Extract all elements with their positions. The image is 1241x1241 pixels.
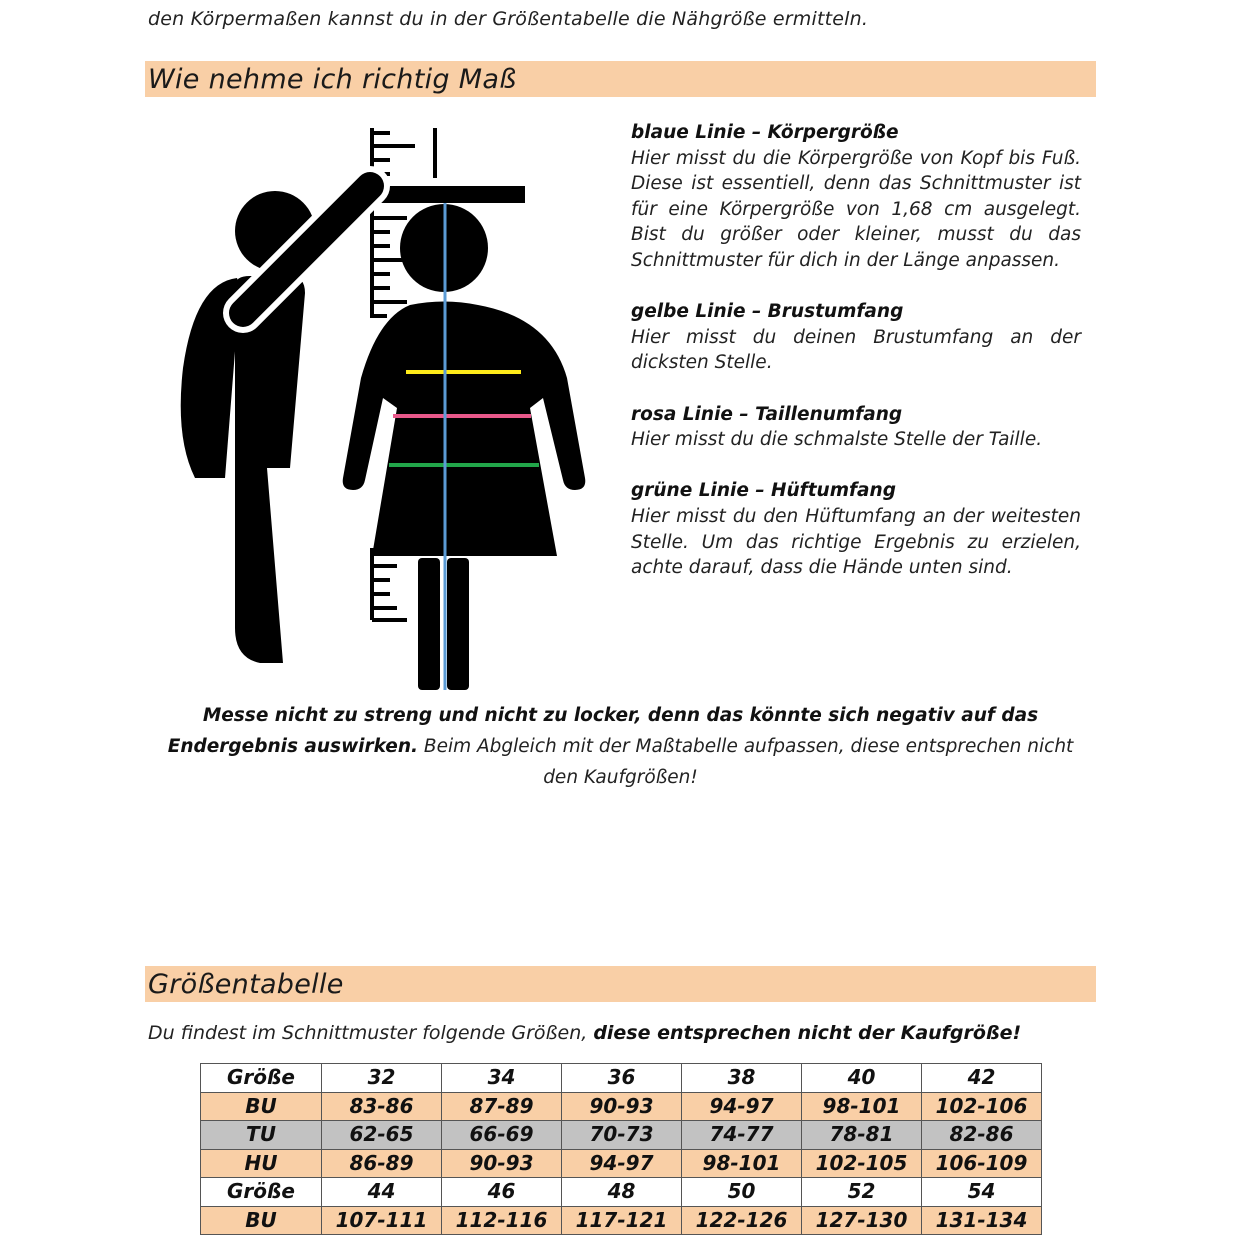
table-row [201, 1149, 1042, 1178]
table-cell: 83-86 [322, 1092, 442, 1121]
table-cell: 122-126 [682, 1206, 802, 1235]
table-cell: 46 [442, 1178, 562, 1207]
table-cell: 54 [922, 1178, 1042, 1207]
table-cell: 102-106 [922, 1092, 1042, 1121]
table-cell: 94-97 [562, 1149, 682, 1178]
measure-item-bust [631, 299, 1081, 376]
table-cell: 127-130 [802, 1206, 922, 1235]
table-cell: 90-93 [562, 1092, 682, 1121]
measuring-note-bold: Messe nicht zu streng und nicht zu locker, denn das könnte sich negativ auf das Endergebnis auswirken. [167, 705, 1039, 757]
table-row [201, 1178, 1042, 1207]
table-cell: 40 [802, 1064, 922, 1093]
table-row [201, 1206, 1042, 1235]
table-cell: 102-105 [802, 1149, 922, 1178]
table-cell: 50 [682, 1178, 802, 1207]
section-heading-measure: Wie nehme ich richtig Maß [145, 61, 1096, 97]
row-label: BU [201, 1206, 322, 1235]
table-cell: 38 [682, 1064, 802, 1093]
table-cell: 78-81 [802, 1121, 922, 1150]
measure-item-heading: rosa Linie – Taillenumfang [631, 403, 903, 425]
row-label: HU [201, 1149, 322, 1178]
table-cell: 74-77 [682, 1121, 802, 1150]
measure-item-heading: blaue Linie – Körpergröße [631, 122, 899, 143]
table-cell: 106-109 [922, 1149, 1042, 1178]
measure-item-height [631, 120, 1081, 274]
table-cell: 52 [802, 1178, 922, 1207]
measure-item-text: Hier misst du die Körpergröße von Kopf bis Fuß. Diese ist essentiell, denn das Schnittmuster ist für eine Körpergröße von 1,68 cm ausgelegt. Bist du größer oder kleiner, musst du das Schnittmuster für dich in der Länge anpassen. [631, 147, 1081, 271]
table-cell: 32 [322, 1064, 442, 1093]
measure-item-hip [631, 478, 1081, 580]
table-cell: 86-89 [322, 1149, 442, 1178]
table-cell: 87-89 [442, 1092, 562, 1121]
measuring-height-pictogram-icon [175, 118, 595, 693]
table-cell: 44 [322, 1178, 442, 1207]
table-cell: 66-69 [442, 1121, 562, 1150]
table-row [201, 1064, 1042, 1093]
measuring-note [148, 700, 1093, 793]
table-cell: 62-65 [322, 1121, 442, 1150]
table-intro-text: Du findest im Schnittmuster folgende Größen, [148, 1022, 594, 1044]
measure-item-heading: gelbe Linie – Brustumfang [631, 301, 904, 323]
measure-item-waist [631, 402, 1081, 453]
table-cell: 107-111 [322, 1206, 442, 1235]
table-intro [148, 1022, 1108, 1044]
table-row [201, 1092, 1042, 1121]
measure-item-heading: grüne Linie – Hüftumfang [631, 480, 896, 502]
row-label: TU [201, 1121, 322, 1150]
table-cell: 90-93 [442, 1149, 562, 1178]
measuring-note-text: Beim Abgleich mit der Maßtabelle aufpassen, diese entsprechen nicht den Kaufgrößen! [418, 736, 1074, 788]
table-cell: 42 [922, 1064, 1042, 1093]
table-row [201, 1121, 1042, 1150]
measure-instructions [631, 120, 1081, 581]
table-cell: 94-97 [682, 1092, 802, 1121]
row-label: Größe [201, 1064, 322, 1093]
table-cell: 112-116 [442, 1206, 562, 1235]
table-cell: 82-86 [922, 1121, 1042, 1150]
row-label: Größe [201, 1178, 322, 1207]
table-cell: 117-121 [562, 1206, 682, 1235]
table-cell: 34 [442, 1064, 562, 1093]
table-cell: 131-134 [922, 1206, 1042, 1235]
measure-item-text: Hier misst du deinen Brustumfang an der dicksten Stelle. [631, 326, 1081, 374]
table-cell: 70-73 [562, 1121, 682, 1150]
table-cell: 36 [562, 1064, 682, 1093]
table-cell: 98-101 [682, 1149, 802, 1178]
row-label: BU [201, 1092, 322, 1121]
table-cell: 48 [562, 1178, 682, 1207]
table-cell: 98-101 [802, 1092, 922, 1121]
measured-person [343, 204, 586, 690]
measure-item-text: Hier misst du den Hüftumfang an der weitesten Stelle. Um das richtige Ergebnis zu erzielen, achte darauf, dass die Hände unten sind. [631, 505, 1081, 579]
section-heading-sizes: Größentabelle [145, 966, 1096, 1002]
size-table [200, 1063, 1042, 1235]
measure-item-text: Hier misst du die schmalste Stelle der Taille. [631, 429, 1043, 451]
intro-text: den Körpermaßen kannst du in der Größentabelle die Nähgröße ermitteln. [148, 8, 869, 30]
table-intro-bold: diese entsprechen nicht der Kaufgröße! [593, 1022, 1022, 1044]
